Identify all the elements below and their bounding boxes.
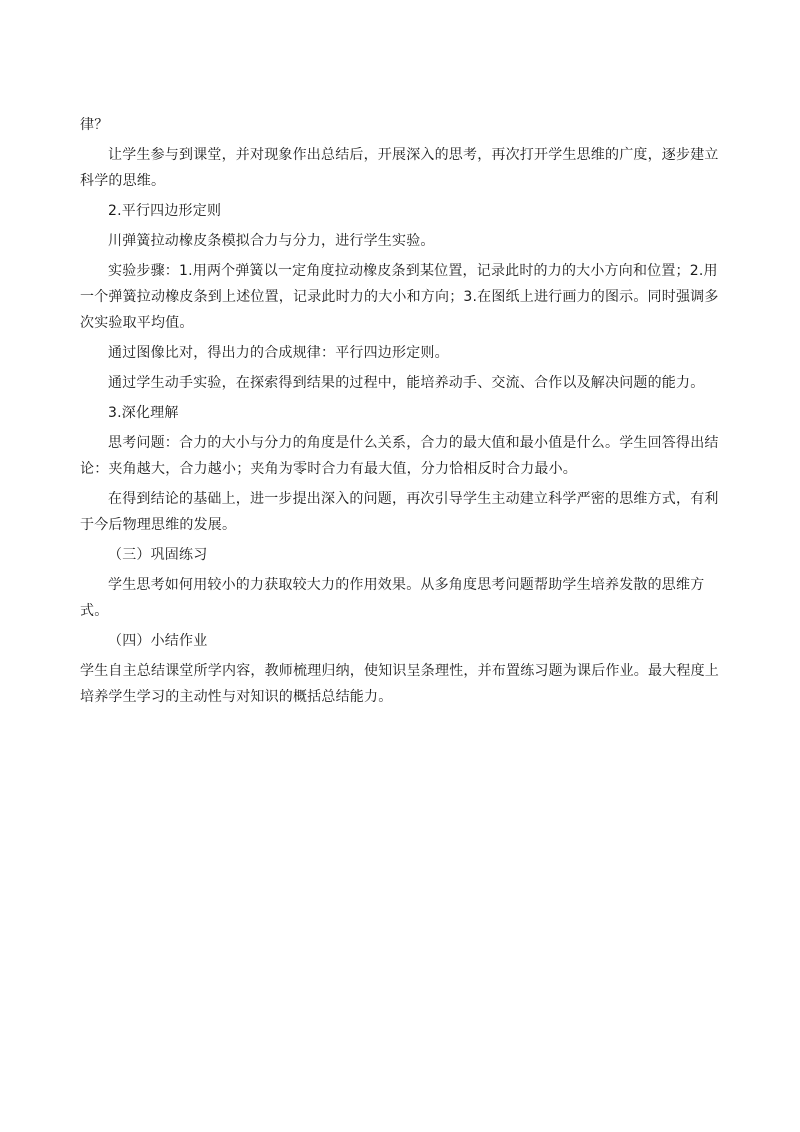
paragraph-continuation: 律？ (80, 117, 109, 133)
paragraph-experiment-intro: 川弹簧拉动橡皮条模拟合力与分力，进行学生实验。 (108, 233, 435, 249)
paragraph-image-comparison: 通过图像比对，得出力的合成规律：平行四边形定则。 (108, 345, 449, 361)
section-heading-deepen-understanding: 3.深化理解 (108, 405, 179, 421)
paragraph-think-question: 思考问题：合力的大小与分力的角度是什么关系，合力的最大值和最小值是什么。学生回答得出结论：夹角越大，合力越小；夹角为零时合力有最大值，分力恰相反时合力最小。 (80, 435, 719, 477)
paragraph-classroom-participation: 让学生参与到课堂，并对现象作出总结后，开展深入的思考，再次打开学生思维的广度，逐步建立科学的思维。 (80, 147, 719, 189)
section-heading-summary-homework: （四）小结作业 (108, 633, 208, 649)
section-heading-parallelogram-rule: 2.平行四边形定则 (108, 203, 222, 219)
paragraph-summary: 学生自主总结课堂所学内容，教师梳理归纳，使知识呈条理性，并布置练习题为课后作业。最大程度上培养学生学习的主动性与对知识的概括总结能力。 (80, 663, 719, 705)
paragraph-consolidation: 学生思考如何用较小的力获取较大力的作用效果。从多角度思考问题帮助学生培养发散的思维方式。 (80, 577, 705, 619)
paragraph-experiment-steps: 实验步骤：1.用两个弹簧以一定角度拉动橡皮条到某位置，记录此时的力的大小方向和位置；2.用一个弹簧拉动橡皮条到上述位置，记录此时力的大小和方向；3.在图纸上进行画力的图示。同时强调多次实验取平均值。 (80, 263, 719, 331)
paragraph-further-question: 在得到结论的基础上，进一步提出深入的问题，再次引导学生主动建立科学严密的思维方式，有利于今后物理思维的发展。 (80, 491, 719, 533)
paragraph-hands-on: 通过学生动手实验，在探索得到结果的过程中，能培养动手、交流、合作以及解决问题的能力。 (108, 375, 705, 391)
section-heading-consolidation: （三）巩固练习 (108, 547, 208, 563)
document-body (80, 112, 722, 710)
